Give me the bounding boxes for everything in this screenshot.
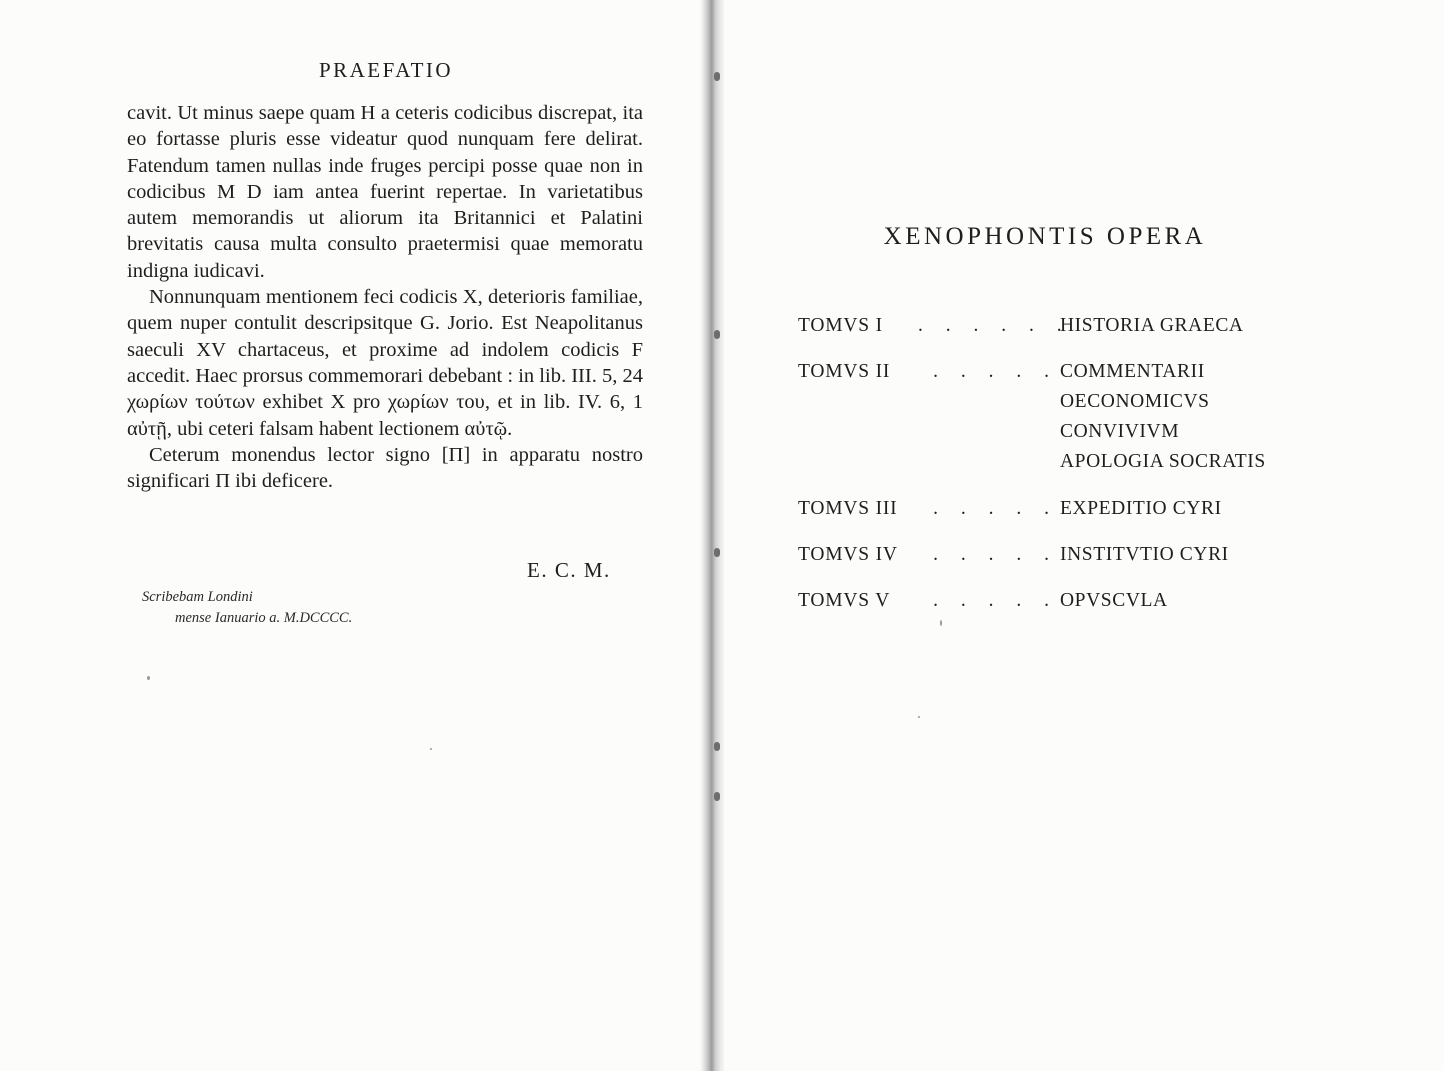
toc-works	[1060, 540, 1229, 570]
paper-speck	[918, 716, 920, 718]
toc-work-title: INSTITVTIO CYRI	[1060, 544, 1229, 565]
preface-paragraph: Ceterum monendus lector signo [Π] in apparatu nostro significari Π ibi deficere.	[127, 443, 643, 493]
toc-works	[1060, 494, 1222, 524]
toc-leader-dots: . . . . .	[933, 498, 1058, 519]
date-line: mense Ianuario a. M.DCCCC.	[175, 610, 353, 626]
binding-stitch	[714, 72, 720, 81]
right-page	[724, 0, 1444, 1071]
paper-speck	[940, 620, 942, 626]
binding-stitch	[714, 742, 720, 751]
toc-work-title: OPVSCVLA	[1060, 590, 1168, 611]
toc-works	[1060, 586, 1168, 616]
signature: E. C. M.	[527, 558, 611, 582]
date-line: Scribebam Londini	[142, 589, 253, 605]
preface-paragraph: cavit. Ut minus saepe quam H a ceteris codicibus discrepat, ita eo fortasse pluris esse videatur quod nunquam fere delirat. Fatendum tamen nullas inde fruges percipi posse quae non in codicibus M D iam antea fuerint repertae. In varietatibus autem memorandis ut aliorum ita Britannici et Palatini brevitatis causa multa consulto praetermisi quae memoratu indigna iudicavi.	[127, 102, 643, 282]
toc-work-title: COMMENTARII	[1060, 361, 1205, 382]
toc-leader-dots: . . . . .	[933, 590, 1058, 611]
toc-work-title: APOLOGIA SOCRATIS	[1060, 451, 1266, 472]
paper-speck	[147, 676, 150, 680]
toc-volume: TOMVS II	[798, 361, 891, 382]
left-page	[0, 0, 702, 1071]
toc-works	[1060, 357, 1266, 477]
paper-speck	[430, 748, 432, 750]
toc-volume: TOMVS III	[798, 498, 898, 519]
toc-work-title: HISTORIA GRAECA	[1060, 315, 1244, 336]
toc-volume: TOMVS IV	[798, 544, 898, 565]
book-gutter	[700, 0, 726, 1071]
toc-works	[1060, 311, 1244, 341]
binding-stitch	[714, 330, 720, 339]
toc-work-title: OECONOMICVS	[1060, 391, 1210, 412]
toc-leader-dots: . . . . .	[933, 544, 1058, 565]
toc-leader-dots: . . . . .	[933, 361, 1058, 382]
toc-leader-dots: . . . . . .	[918, 315, 1071, 336]
toc-work-title: CONVIVIVM	[1060, 421, 1180, 442]
binding-stitch	[714, 792, 720, 801]
toc-volume: TOMVS V	[798, 590, 891, 611]
toc-volume: TOMVS I	[798, 315, 883, 336]
toc-work-title: EXPEDITIO CYRI	[1060, 498, 1222, 519]
binding-stitch	[714, 548, 720, 557]
running-head: PRAEFATIO	[318, 58, 454, 82]
preface-text	[127, 100, 643, 494]
page-title: XENOPHONTIS OPERA	[883, 223, 1207, 250]
preface-paragraph: Nonnunquam mentionem feci codicis X, deterioris familiae, quem nuper contulit descripsitque G. Jorio. Est Neapolitanus saeculi XV chartaceus, et proxime ad indolem codicis F accedit. Haec prorsus commemorari debebant : in lib. III. 5, 24 χωρίων τούτων exhibet X pro χωρίων του, et in lib. IV. 6, 1 αὐτῇ, ubi ceteri falsam habent lectionem αὐτῷ.	[127, 286, 643, 440]
